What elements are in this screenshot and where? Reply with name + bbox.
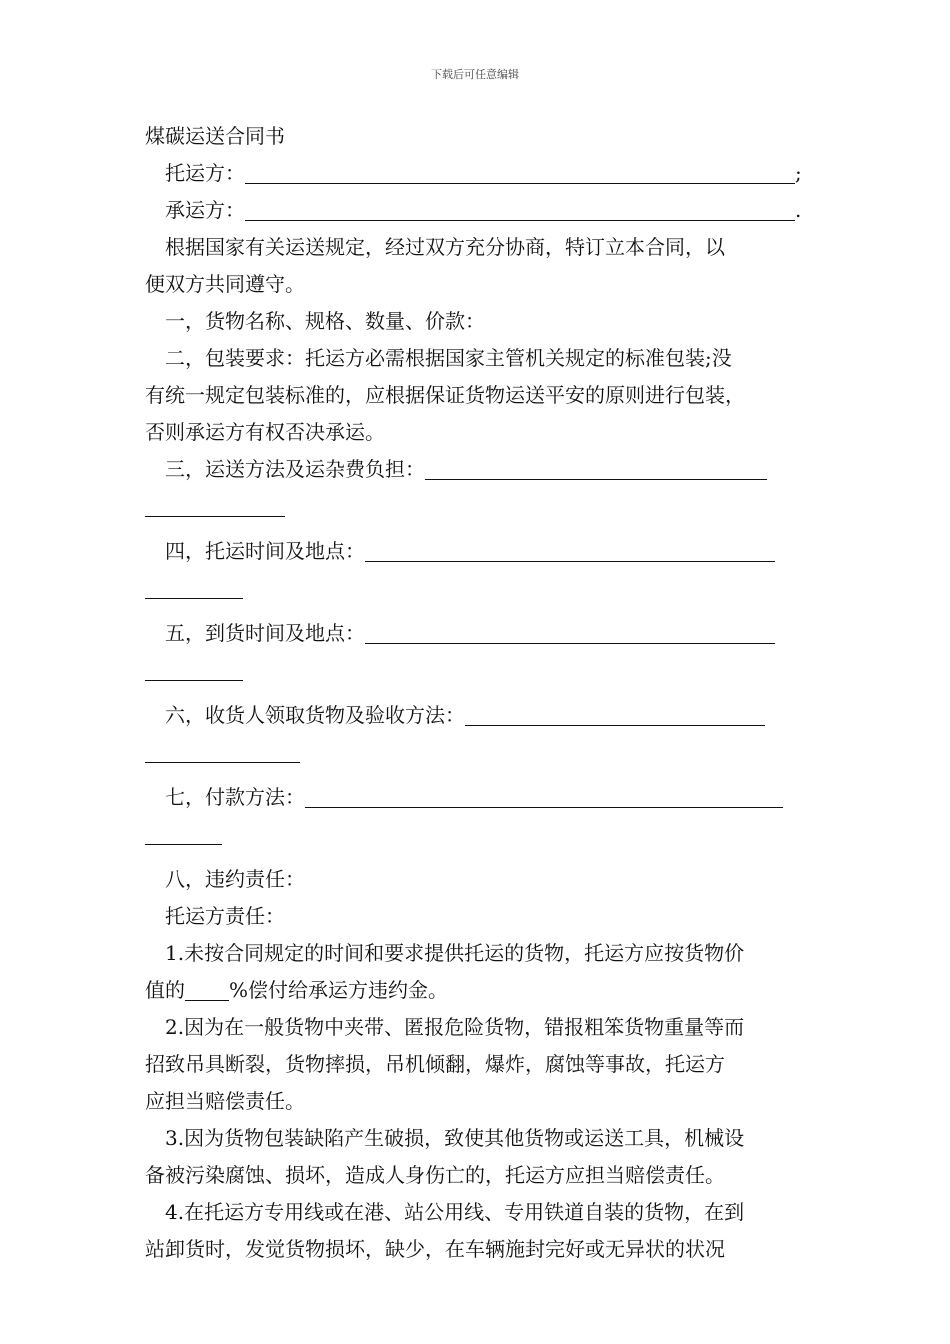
section-5-blank-continued[interactable] [145, 656, 243, 681]
document-title: 煤碳运送合同书 [145, 124, 285, 148]
section-4 [145, 533, 807, 570]
carrier-line [145, 192, 807, 229]
shipper-label: 托运方： [165, 161, 245, 185]
section-5 [145, 615, 807, 652]
section-5-label: 五，到货时间及地点： [165, 621, 365, 645]
item-1-line: 1.未按合同规定的时间和要求提供托运的货物，托运方应按货物价 [165, 941, 745, 965]
section-3-blank[interactable] [425, 455, 767, 480]
carrier-end: . [795, 198, 802, 222]
section-7-blank[interactable] [305, 783, 783, 808]
item-2-line: 应担当赔偿责任。 [145, 1089, 305, 1113]
shipper-line [145, 155, 807, 192]
section-3 [145, 451, 807, 488]
penalty-percent-blank[interactable] [185, 976, 229, 1001]
item-3-line: 3.因为货物包装缺陷产生破损，致使其他货物或运送工具，机械设 [165, 1126, 745, 1150]
page-header-note: 下载后可任意编辑 [431, 68, 519, 81]
contract-document [145, 118, 807, 1268]
item-1-pre: 值的 [145, 978, 185, 1002]
item-1-line [145, 972, 807, 1009]
section-4-label: 四，托运时间及地点： [165, 539, 365, 563]
section-6-label: 六，收货人领取货物及验收方法： [165, 703, 465, 727]
section-7-label: 七，付款方法： [165, 785, 305, 809]
section-5-blank[interactable] [365, 619, 775, 644]
item-4-line: 4.在托运方专用线或在港、站公用线、专用铁道自装的货物，在到 [165, 1200, 745, 1224]
carrier-label: 承运方： [165, 198, 245, 222]
section-1: 一，货物名称、规格、数量、价款： [165, 309, 485, 333]
section-3-label: 三，运送方法及运杂费负担： [165, 457, 425, 481]
carrier-blank[interactable] [245, 196, 795, 221]
item-2-line: 2.因为在一般货物中夹带、匿报危险货物，错报粗笨货物重量等而 [165, 1015, 745, 1039]
section-4-blank[interactable] [365, 537, 775, 562]
section-6-blank[interactable] [465, 701, 765, 726]
section-4-blank-continued[interactable] [145, 574, 243, 599]
section-6-continuation [145, 734, 807, 771]
section-7-continuation [145, 816, 807, 853]
section-3-continuation [145, 488, 807, 525]
item-2-line: 招致吊具断裂，货物摔损，吊机倾翻，爆炸，腐蚀等事故，托运方 [145, 1052, 725, 1076]
section-2-line: 有统一规定包装标准的，应根据保证货物运送平安的原则进行包装， [145, 383, 745, 407]
section-3-blank-continued[interactable] [145, 492, 285, 517]
section-6 [145, 697, 807, 734]
section-7 [145, 779, 807, 816]
shipper-blank[interactable] [245, 159, 795, 184]
intro-line: 根据国家有关运送规定，经过双方充分协商，特订立本合同，以 [165, 235, 725, 259]
item-3-line: 备被污染腐蚀、损坏，造成人身伤亡的，托运方应担当赔偿责任。 [145, 1163, 725, 1187]
shipper-responsibility-heading: 托运方责任： [165, 904, 285, 928]
section-2-line: 否则承运方有权否决承运。 [145, 420, 385, 444]
item-1-post: %偿付给承运方违约金。 [229, 978, 449, 1002]
section-5-continuation [145, 652, 807, 689]
section-7-blank-continued[interactable] [145, 820, 222, 845]
section-2-line: 二，包装要求：托运方必需根据国家主管机关规定的标准包装;没 [165, 346, 732, 370]
section-4-continuation [145, 570, 807, 607]
section-6-blank-continued[interactable] [145, 738, 300, 763]
intro-line: 便双方共同遵守。 [145, 272, 305, 296]
section-8: 八，违约责任： [165, 867, 305, 891]
shipper-end: ; [795, 161, 802, 185]
item-4-line: 站卸货时，发觉货物损坏，缺少，在车辆施封完好或无异状的状况 [145, 1237, 725, 1261]
